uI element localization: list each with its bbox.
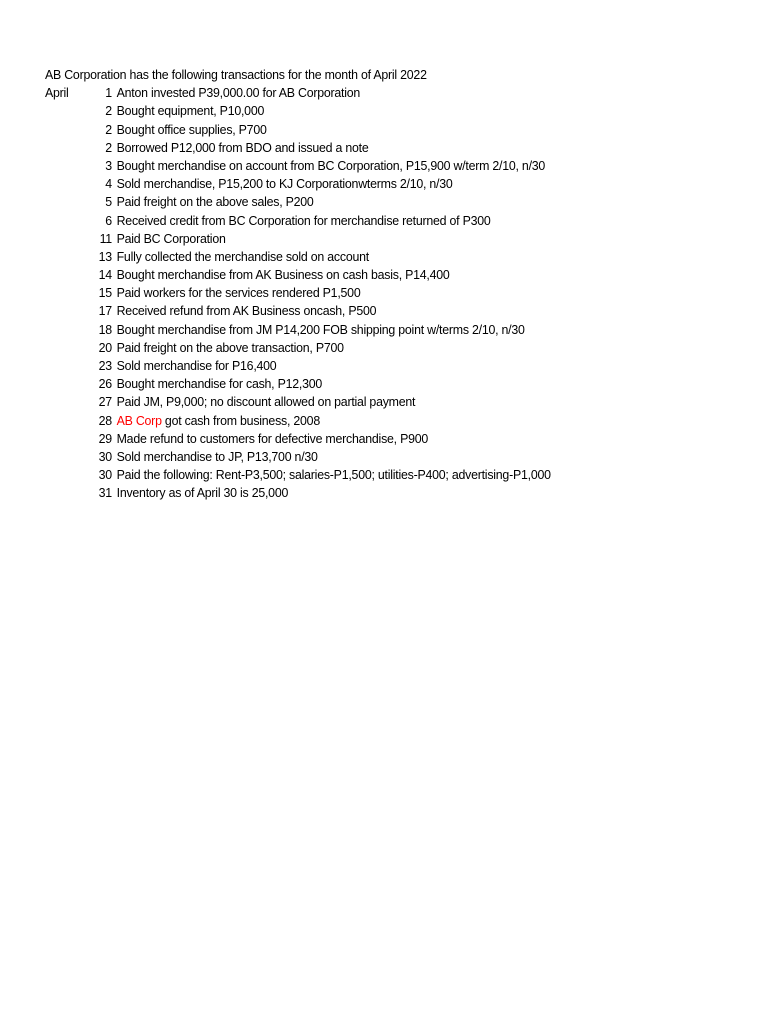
transaction-day: 2 — [105, 103, 112, 119]
transaction-description: Bought equipment, P10,000 — [116, 103, 265, 119]
transaction-row — [45, 175, 696, 193]
transaction-row — [45, 121, 696, 139]
transaction-day: 31 — [98, 485, 112, 501]
transaction-day: 29 — [98, 430, 112, 446]
transaction-row — [45, 212, 696, 230]
transaction-row — [45, 357, 696, 375]
transaction-row — [45, 157, 696, 175]
transaction-day: 28 — [98, 412, 112, 428]
transaction-row — [45, 266, 696, 284]
transaction-description: Paid BC Corporation — [116, 230, 226, 246]
transaction-day: 4 — [105, 176, 112, 192]
transaction-description: Paid workers for the services rendered P1,500 — [116, 285, 361, 301]
transaction-description: Bought merchandise from JM P14,200 FOB shipping point w/terms 2/10, n/30 — [116, 321, 525, 337]
transaction-row — [45, 284, 696, 302]
transaction-description: Sold merchandise to JP, P13,700 n/30 — [116, 448, 318, 464]
transaction-day: 11 — [99, 230, 112, 246]
transaction-day: 5 — [105, 194, 112, 210]
transaction-description: Inventory as of April 30 is 25,000 — [116, 485, 289, 501]
transaction-day: 27 — [98, 394, 112, 410]
transaction-row — [45, 466, 696, 484]
transaction-row — [45, 412, 696, 430]
transaction-day: 2 — [105, 139, 112, 155]
transaction-description: Paid freight on the above sales, P200 — [116, 194, 314, 210]
transaction-description: Bought merchandise for cash, P12,300 — [116, 376, 323, 392]
transaction-row — [45, 321, 696, 339]
transaction-row — [45, 193, 696, 211]
transaction-description: Bought office supplies, P700 — [116, 121, 267, 137]
transaction-description: Bought merchandise on account from BC Corporation, P15,900 w/term 2/10, n/30 — [116, 157, 546, 173]
transaction-row — [45, 448, 696, 466]
transaction-description: Bought merchandise from AK Business on cash basis, P14,400 — [116, 267, 450, 283]
transaction-description: Anton invested P39,000.00 for AB Corporation — [116, 85, 361, 101]
highlighted-text: AB Corp — [116, 412, 162, 428]
transaction-row — [45, 393, 696, 411]
transaction-row — [45, 375, 696, 393]
transaction-description: Made refund to customers for defective merchandise, P900 — [116, 430, 429, 446]
transaction-description: Paid JM, P9,000; no discount allowed on partial payment — [116, 394, 416, 410]
transactions-document — [45, 66, 696, 503]
transaction-day: 20 — [98, 339, 112, 355]
transaction-row — [45, 430, 696, 448]
transaction-day: 13 — [98, 248, 112, 264]
transaction-description: Sold merchandise for P16,400 — [116, 358, 277, 373]
transaction-day: 26 — [98, 376, 112, 392]
transaction-row — [45, 302, 696, 320]
transaction-row — [45, 84, 696, 102]
transaction-description: Fully collected the merchandise sold on account — [116, 248, 369, 264]
transaction-day: 15 — [98, 285, 112, 301]
transaction-description-rest: got cash from business, 2008 — [161, 412, 320, 428]
transaction-day: 30 — [98, 467, 112, 483]
transaction-description: Received credit from BC Corporation for merchandise returned of P300 — [116, 212, 491, 228]
transaction-description: Borrowed P12,000 from BDO and issued a note — [116, 139, 369, 155]
transaction-description: Paid the following: Rent-P3,500; salaries-P1,500; utilities-P400; advertising-P1,000 — [116, 467, 551, 483]
transaction-day: 14 — [98, 267, 112, 283]
transaction-row — [45, 484, 696, 502]
transaction-row — [45, 248, 696, 266]
transaction-day: 30 — [98, 448, 112, 464]
transaction-description: Paid freight on the above transaction, P700 — [116, 339, 344, 355]
transaction-day: 23 — [98, 358, 112, 373]
transaction-day: 2 — [105, 121, 112, 137]
transaction-row — [45, 339, 696, 357]
transaction-description: Sold merchandise, P15,200 to KJ Corporationwterms 2/10, n/30 — [116, 176, 453, 192]
transaction-description — [112, 412, 320, 430]
transaction-day: 1 — [105, 85, 112, 101]
transaction-description: Received refund from AK Business oncash, P500 — [116, 303, 377, 319]
document-title: AB Corporation has the following transactions for the month of April 2022 — [45, 67, 427, 82]
transaction-day: 6 — [105, 212, 112, 228]
transaction-row — [45, 139, 696, 157]
transaction-row — [45, 102, 696, 120]
transaction-day: 17 — [98, 303, 112, 319]
transaction-day: 18 — [98, 321, 112, 337]
transaction-day: 3 — [105, 157, 112, 173]
month-label: April — [45, 85, 69, 101]
transaction-row — [45, 230, 696, 248]
